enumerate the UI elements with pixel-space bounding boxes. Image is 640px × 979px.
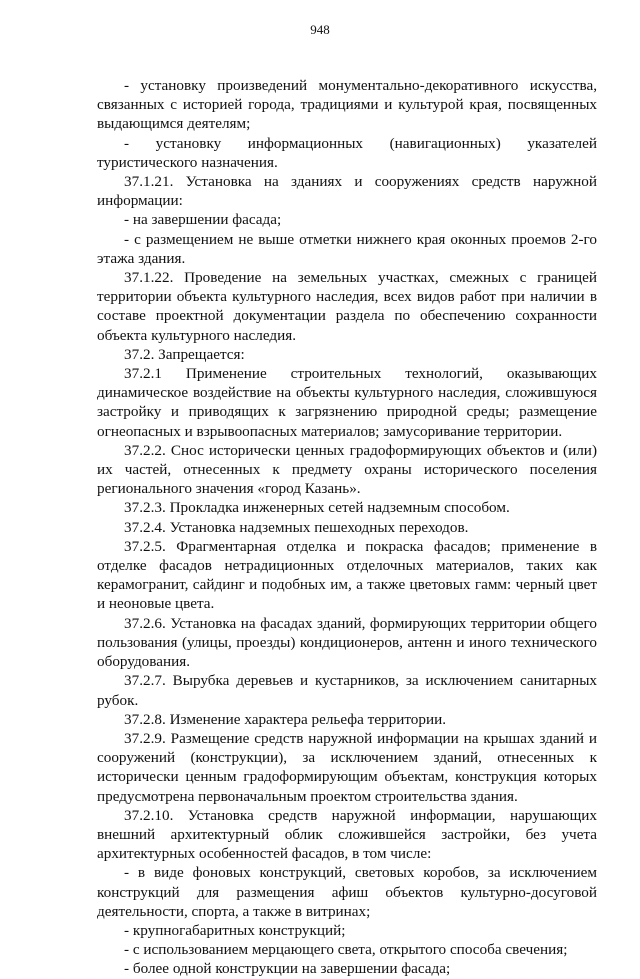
paragraph-37-2-2: 37.2.2. Снос исторически ценных градоформирующих объектов и (или) их частей, отнесенных к предмету охраны исторического поселения регионального значения «город Казань». <box>97 441 597 498</box>
body-text <box>97 76 597 979</box>
paragraph-more-than-one: - более одной конструкции на завершении фасада; <box>124 960 451 978</box>
paragraph-tourist-signs: - установку информационных (навигационных) указателей туристического назначения. <box>97 134 597 171</box>
page-number: 948 <box>310 22 330 37</box>
paragraph-large-structures: - крупногабаритных конструкций; <box>124 921 346 939</box>
paragraph-flashing-light: - с использованием мерцающего света, открытого способа свечения; <box>124 941 568 959</box>
paragraph-37-2-7: 37.2.7. Вырубка деревьев и кустарников, за исключением санитарных рубок. <box>97 672 597 709</box>
paragraph-37-2-10: 37.2.10. Установка средств наружной информации, нарушающих внешний архитектурный облик сложившейся застройки, без учета архитектурных особенностей фасадов, в том числе: <box>97 806 597 863</box>
paragraph-37-2-heading: 37.2. Запрещается: <box>124 345 245 363</box>
paragraph-37-2-9: 37.2.9. Размещение средств наружной информации на крышах зданий и сооружений (конструкции), за исключением зданий, отнесенных к исторически ценным градоформирующим объектам, конструкция которых предусмотрена первоначальным проектом строительства здания. <box>97 729 597 805</box>
paragraph-monument-installation: - установку произведений монументально-декоративного искусства, связанных с историей города, традициями и культурой края, посвященных выдающимся деятелям; <box>97 77 597 133</box>
paragraph-window-level: - с размещением не выше отметки нижнего края оконных проемов 2-го этажа здания. <box>97 230 597 267</box>
paragraph-facade-top: - на завершении фасада; <box>124 211 282 229</box>
paragraph-37-2-3: 37.2.3. Прокладка инженерных сетей надземным способом. <box>124 499 510 517</box>
paragraph-37-2-8: 37.2.8. Изменение характера рельефа территории. <box>124 710 446 728</box>
paragraph-37-1-22: 37.1.22. Проведение на земельных участках, смежных с границей территории объекта культурного наследия, всех видов работ при наличии в составе проектной документации раздела по обеспечению сохранности объекта культурного наследия. <box>97 269 597 344</box>
paragraph-37-2-1: 37.2.1 Применение строительных технологий, оказывающих динамическое воздействие на объекты культурного наследия, сложившуюся застройку и приводящих к загрязнению природной среды; размещение огнеопасных и взрывоопасных материалов; замусоривание территории. <box>97 365 597 440</box>
paragraph-37-2-4: 37.2.4. Установка надземных пешеходных переходов. <box>124 518 469 536</box>
paragraph-37-2-6: 37.2.6. Установка на фасадах зданий, формирующих территории общего пользования (улицы, проезды) кондиционеров, антенн и иного технического оборудования. <box>97 614 597 671</box>
paragraph-background-structures: - в виде фоновых конструкций, световых коробов, за исключением конструкций для размещения афиш объектов культурно-досуговой деятельности, спорта, а также в витринах; <box>97 864 597 920</box>
paragraph-37-1-21: 37.1.21. Установка на зданиях и сооружениях средств наружной информации: <box>97 173 597 210</box>
paragraph-37-2-5: 37.2.5. Фрагментарная отделка и покраска фасадов; применение в отделке фасадов нетрадиционных отделочных материалов, таких как керамогранит, сайдинг и подобных им, а также цветовых гамм: черный цвет и неоновые цвета. <box>97 537 597 613</box>
